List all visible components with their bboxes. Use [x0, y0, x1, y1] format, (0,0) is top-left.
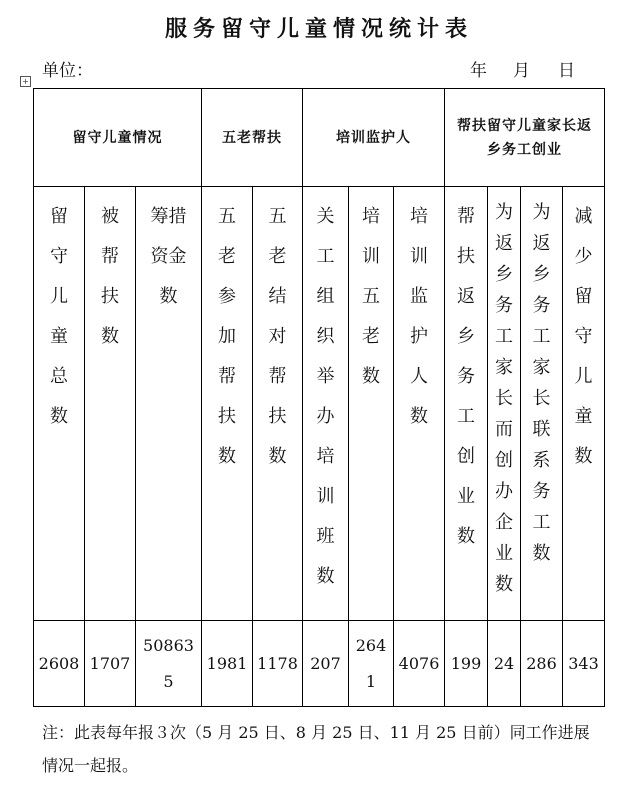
year-label: 年 [470, 61, 487, 81]
column-header-row [34, 187, 605, 621]
group-header-label: 培训监护人 [336, 129, 412, 146]
group-header-cell [34, 89, 202, 187]
value-cell: 207 [303, 621, 349, 707]
column-header-cell [563, 187, 605, 621]
column-header-cell [445, 187, 488, 621]
column-header-label: 培训监护人数 [410, 206, 429, 427]
value-cell: 4076 [394, 621, 445, 707]
column-header-cell [488, 187, 521, 621]
column-header-cell [394, 187, 445, 621]
column-header-label: 为返乡务工家长联系务工数 [532, 202, 551, 564]
column-header-cell [521, 187, 563, 621]
value-cell: 24 [488, 621, 521, 707]
value-cell: 199 [445, 621, 488, 707]
value-cell: 343 [563, 621, 605, 707]
value-cell: 1707 [85, 621, 136, 707]
table-move-handle-icon[interactable]: + [20, 76, 31, 87]
column-header-cell [253, 187, 303, 621]
group-header-row [34, 89, 605, 187]
month-label: 月 [513, 61, 530, 81]
unit-label: 单位： [42, 61, 93, 81]
column-header-cell [34, 187, 85, 621]
column-header-label: 五老参加帮扶数 [218, 206, 237, 467]
group-header-label: 五老帮扶 [222, 129, 283, 146]
value-cell: 508635 [136, 621, 202, 707]
column-header-label: 五老结对帮扶数 [268, 206, 287, 467]
column-header-label: 培训五老数 [362, 206, 381, 387]
column-header-cell [349, 187, 394, 621]
group-header-cell [303, 89, 445, 187]
value-row [34, 621, 605, 707]
column-header-label: 关工组织举办培训班数 [316, 206, 335, 587]
page-title: 服务留守儿童情况统计表 [164, 16, 473, 42]
value-cell: 2641 [349, 621, 394, 707]
value-cell: 2608 [34, 621, 85, 707]
statistics-table [33, 88, 605, 707]
column-header-cell [202, 187, 253, 621]
group-header-label: 留守儿童情况 [72, 129, 163, 146]
day-label: 日 [558, 61, 575, 81]
column-header-label: 留守儿童总数 [50, 206, 68, 427]
group-header-cell [202, 89, 303, 187]
column-header-cell [85, 187, 136, 621]
value-cell: 1981 [202, 621, 253, 707]
column-header-cell [303, 187, 349, 621]
group-header-label: 帮扶留守儿童家长返乡务工创业 [457, 117, 593, 158]
column-header-label: 被帮扶数 [101, 206, 119, 347]
column-header-cell [136, 187, 202, 621]
column-header-label: 筹措资金数 [150, 206, 187, 307]
date-line [470, 56, 575, 81]
value-cell: 1178 [253, 621, 303, 707]
column-header-label: 帮扶返乡务工创业数 [457, 206, 476, 547]
group-header-cell [445, 89, 605, 187]
column-header-label: 减少留守儿童数 [574, 206, 593, 467]
footnote: 注：此表每年报３次（5 月 25 日、8 月 25 日、11 月 25 日前）同工作进展情况一起报。 [42, 723, 590, 775]
value-cell: 286 [521, 621, 563, 707]
column-header-label: 为返乡务工家长而创办企业数 [495, 202, 514, 595]
